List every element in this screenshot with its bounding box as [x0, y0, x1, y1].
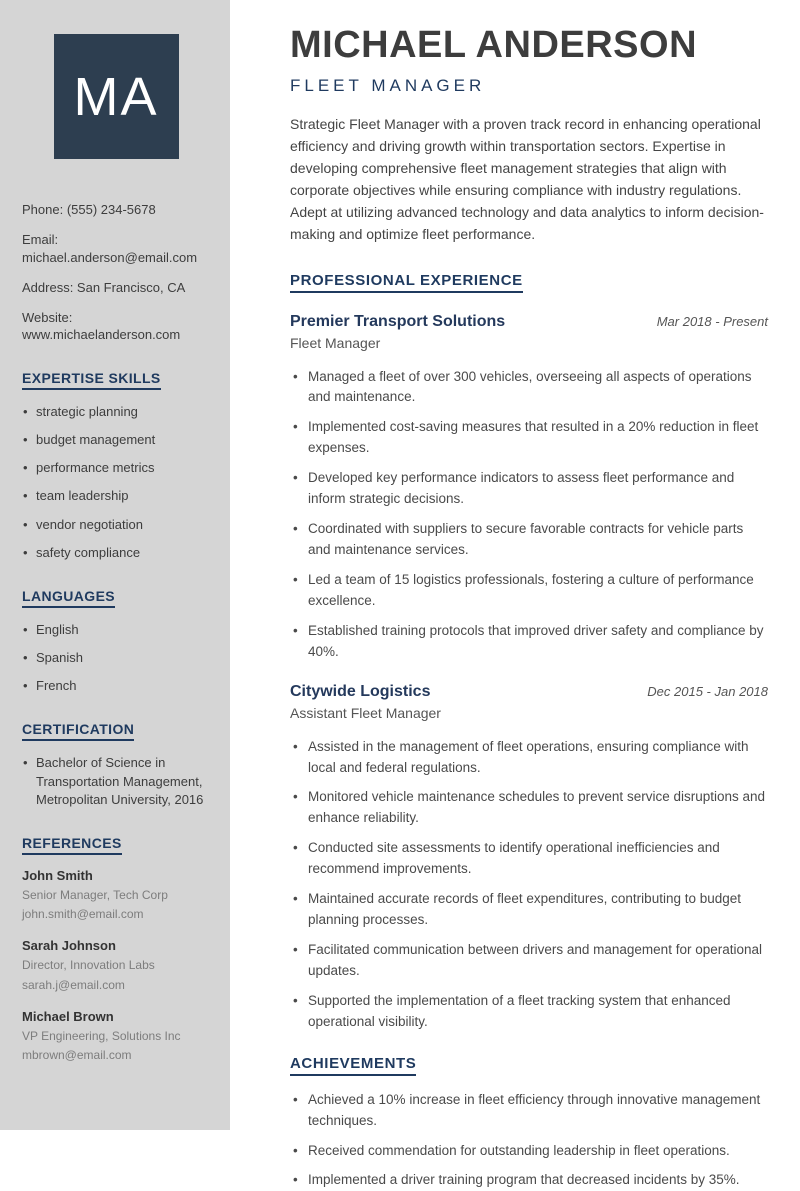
skill-item: • budget management: [22, 431, 210, 449]
job-bullet: • Developed key performance indicators to assess fleet performance and inform strategic decisions.: [290, 468, 768, 510]
job-bullet: • Conducted site assessments to identify operational inefficiencies and recommend improvements.: [290, 838, 768, 880]
reference-email: mbrown@email.com: [22, 1047, 132, 1062]
reference-role: Senior Manager, Tech Corp: [22, 888, 168, 903]
reference-entry: [22, 938, 210, 992]
job-role: Assistant Fleet Manager: [290, 704, 441, 721]
job-bullet: • Assisted in the management of fleet operations, ensuring compliance with local and federal regulations.: [290, 737, 768, 779]
language-item: • English: [22, 621, 210, 639]
job-bullet: • Managed a fleet of over 300 vehicles, overseeing all aspects of operations and maintenance.: [290, 367, 768, 409]
job-bullet-list: [290, 367, 768, 663]
monogram-initials: MA: [73, 66, 159, 127]
job-dates: Dec 2015 - Jan 2018: [647, 683, 768, 699]
achievement-item: • Received commendation for outstanding leadership in fleet operations.: [290, 1141, 768, 1162]
job-dates: Mar 2018 - Present: [656, 313, 768, 329]
language-item: • French: [22, 677, 210, 695]
company-name: Citywide Logistics: [290, 682, 431, 700]
job-bullet: • Maintained accurate records of fleet expenditures, contributing to budget planning processes.: [290, 889, 768, 931]
reference-email: john.smith@email.com: [22, 907, 144, 922]
company-name: Premier Transport Solutions: [290, 312, 506, 330]
candidate-title: FLEET MANAGER: [290, 75, 486, 95]
contact-phone: Phone: (555) 234-5678: [22, 202, 156, 217]
contact-email: Email: michael.anderson@email.com: [22, 232, 198, 265]
achievement-item: • Achieved a 10% increase in fleet efficiency through innovative management techniques.: [290, 1090, 768, 1132]
job-bullet-list: [290, 737, 768, 1033]
achievements-list: [290, 1090, 768, 1191]
job-entry: [290, 313, 768, 663]
reference-role: VP Engineering, Solutions Inc: [22, 1028, 181, 1043]
job-bullet: • Established training protocols that improved driver safety and compliance by 40%.: [290, 621, 768, 663]
job-role: Fleet Manager: [290, 334, 381, 351]
job-bullet: • Led a team of 15 logistics professionals, fostering a culture of performance excellence.: [290, 570, 768, 612]
reference-entry: [22, 1009, 210, 1063]
monogram-avatar: [54, 34, 179, 159]
certification-section: [22, 721, 210, 809]
contact-website: Website: www.michaelanderson.com: [22, 309, 181, 343]
skill-item: • vendor negotiation: [22, 516, 210, 534]
certification-list: [22, 754, 210, 809]
reference-name: John Smith: [22, 868, 93, 884]
contact-address: Address: San Francisco, CA: [22, 279, 186, 295]
job-bullet: • Implemented cost-saving measures that resulted in a 20% reduction in fleet expenses.: [290, 417, 768, 459]
languages-heading: LANGUAGES: [22, 588, 115, 608]
contact-info: [22, 201, 210, 344]
job-bullet: • Monitored vehicle maintenance schedules to prevent service disruptions and enhance reliability.: [290, 787, 768, 829]
reference-entry: [22, 868, 210, 922]
job-entry: [290, 683, 768, 1033]
job-header: [290, 683, 768, 701]
experience-heading: PROFESSIONAL EXPERIENCE: [290, 272, 523, 293]
skills-section: [22, 370, 210, 562]
achievements-heading: ACHIEVEMENTS: [290, 1055, 416, 1076]
skills-list: [22, 403, 210, 562]
summary-text: Strategic Fleet Manager with a proven track record in enhancing operational efficiency and driving growth within transportation sectors. Expertise in developing comprehensive fleet management strategies that align with corporate objectives while ensuring compliance with industry regulations. Adept at utilizing advanced technology and data analytics to inform decision-making and optimize fleet performance.: [290, 115, 764, 243]
achievements-section: [290, 1055, 768, 1191]
skill-item: • strategic planning: [22, 403, 210, 421]
job-bullet: • Coordinated with suppliers to secure favorable contracts for vehicle parts and maintenance services.: [290, 519, 768, 561]
achievement-item: • Implemented a driver training program that decreased incidents by 35%.: [290, 1170, 768, 1191]
skill-item: • performance metrics: [22, 459, 210, 477]
job-header: [290, 313, 768, 331]
sidebar: [0, 0, 230, 1130]
languages-section: [22, 588, 210, 696]
references-heading: REFERENCES: [22, 835, 122, 855]
references-section: [22, 835, 210, 1063]
certification-item: • Bachelor of Science in Transportation Management, Metropolitan University, 2016: [22, 754, 210, 809]
job-bullet: • Supported the implementation of a fleet tracking system that enhanced operational visibility.: [290, 991, 768, 1033]
experience-section: [290, 272, 768, 1033]
reference-name: Michael Brown: [22, 1008, 114, 1024]
main-content: [230, 0, 800, 1188]
languages-list: [22, 621, 210, 696]
certification-heading: CERTIFICATION: [22, 721, 134, 741]
reference-role: Director, Innovation Labs: [22, 958, 155, 973]
language-item: • Spanish: [22, 649, 210, 667]
skills-heading: EXPERTISE SKILLS: [22, 370, 161, 390]
skill-item: • safety compliance: [22, 544, 210, 562]
candidate-name: MICHAEL ANDERSON: [290, 24, 698, 66]
reference-name: Sarah Johnson: [22, 938, 116, 954]
reference-email: sarah.j@email.com: [22, 977, 125, 992]
skill-item: • team leadership: [22, 487, 210, 505]
job-bullet: • Facilitated communication between drivers and management for operational updates.: [290, 940, 768, 982]
